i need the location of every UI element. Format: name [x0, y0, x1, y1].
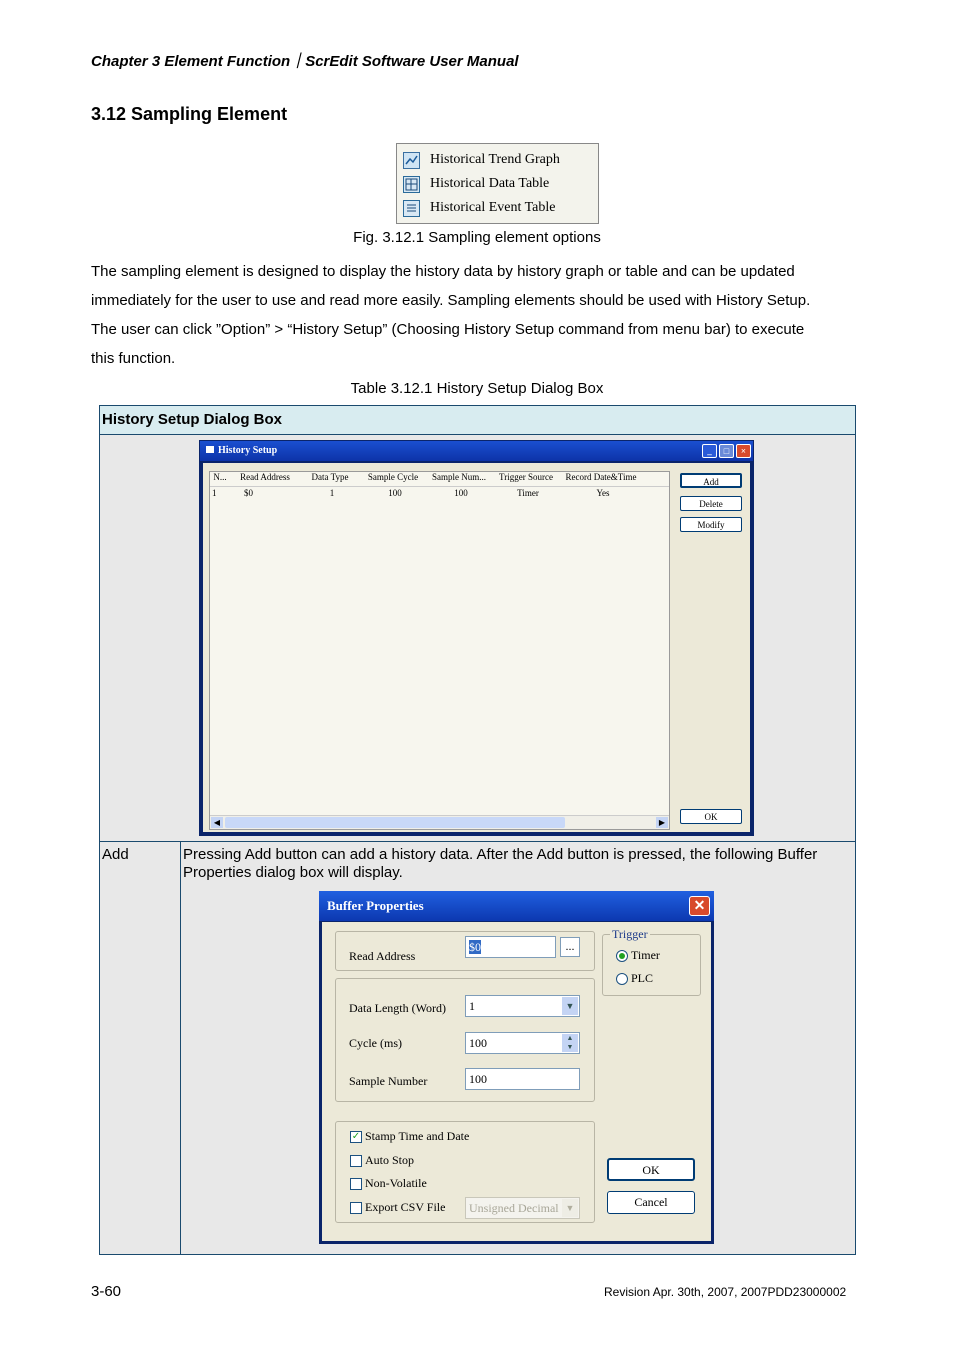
history-list-header — [210, 472, 669, 487]
table-row[interactable]: 1 $0 1 100 100 Timer Yes — [212, 488, 610, 498]
plc-label: PLC — [631, 971, 654, 985]
history-setup-titlebar: History Setup _ □ × — [200, 441, 753, 461]
column-header[interactable]: Record Date&Time — [565, 472, 637, 482]
spin-icon[interactable]: ▲ ▼ — [562, 1034, 578, 1052]
auto-stop-label: Auto Stop — [365, 1153, 415, 1167]
add-button[interactable]: Add — [680, 473, 742, 488]
trigger-group — [602, 934, 701, 996]
chevron-down-icon[interactable]: ▼ — [562, 997, 578, 1015]
column-header[interactable]: Data Type — [311, 472, 349, 482]
section-title: 3.12 Sampling Element — [91, 104, 288, 124]
browse-button[interactable]: ... — [560, 937, 580, 957]
buffer-properties-client — [322, 922, 711, 1241]
column-header[interactable]: Trigger Source — [499, 472, 553, 482]
column-header[interactable]: Sample Num... — [432, 472, 486, 482]
timer-radio[interactable] — [616, 950, 628, 962]
chevron-down-icon[interactable]: ▼ — [562, 1199, 578, 1217]
stamp-time-checkbox[interactable]: ✓ — [351, 1131, 361, 1142]
buffer-properties-titlebar: Buffer Properties ✕ — [319, 891, 714, 921]
minimize-icon[interactable]: _ — [702, 444, 717, 458]
stamp-time-label: Stamp Time and Date — [365, 1129, 470, 1143]
sample-number-label: Sample Number — [349, 1074, 428, 1088]
delete-button[interactable]: Delete — [680, 496, 742, 511]
window-icon — [206, 446, 214, 453]
column-header[interactable]: Sample Cycle — [367, 472, 419, 482]
scroll-thumb[interactable] — [225, 817, 565, 828]
cancel-button[interactable]: Cancel — [607, 1191, 695, 1214]
cycle-stepper[interactable]: 100 ▲ ▼ — [465, 1032, 580, 1054]
row-term-add: Add — [100, 842, 181, 1255]
data-length-label: Data Length (Word) — [349, 1001, 446, 1015]
table-header: History Setup Dialog Box — [100, 406, 856, 435]
data-length-select[interactable]: 1 ▼ — [465, 995, 580, 1017]
timer-label: Timer — [631, 948, 660, 962]
page-number: 3-60 — [91, 1283, 122, 1300]
row-description-add: Pressing Add button can add a history data. After the Add button is pressed, the following Buffer Properties dialog box will display. — [181, 842, 856, 1255]
read-address-label: Read Address — [349, 949, 416, 963]
trend-graph-icon — [403, 152, 420, 169]
table-caption: Table 3.12.1 History Setup Dialog Box — [350, 380, 604, 397]
buffer-properties-window — [319, 891, 714, 1244]
export-csv-checkbox[interactable] — [350, 1202, 362, 1214]
cycle-label: Cycle (ms) — [349, 1036, 402, 1050]
column-header[interactable]: Read Address — [240, 472, 290, 482]
revision-info: Revision Apr. 30th, 2007, 2007PDD23000002 — [604, 1285, 847, 1299]
plc-radio[interactable] — [616, 973, 628, 985]
export-csv-label: Export CSV File — [365, 1200, 446, 1214]
figure-caption: Fig. 3.12.1 Sampling element options — [353, 229, 601, 246]
body-paragraph: The sampling element is designed to display the history data by history graph or table and can be updated immediately for the user to use and read more easily. Sampling elements should be used with History Setup. The user can click ”Option” > “History Setup” (Choosing History Setup command from menu bar) to execute this function. — [91, 263, 811, 367]
scroll-left-icon[interactable]: ◀ — [211, 817, 223, 828]
non-volatile-label: Non-Volatile — [365, 1176, 427, 1190]
history-setup-client — [203, 463, 750, 832]
event-table-icon — [403, 200, 420, 217]
sample-number-input[interactable]: 100 — [465, 1068, 580, 1090]
menu-item-event-table[interactable]: Historical Event Table — [403, 196, 556, 220]
auto-stop-checkbox[interactable] — [350, 1155, 362, 1167]
horizontal-scrollbar[interactable] — [210, 815, 669, 829]
history-setup-window — [199, 440, 754, 836]
modify-button[interactable]: Modify — [680, 517, 742, 532]
scroll-right-icon[interactable]: ▶ — [656, 817, 668, 828]
close-icon[interactable]: × — [736, 444, 751, 458]
maximize-icon[interactable]: □ — [719, 444, 734, 458]
page-header: Chapter 3 Element Function｜ScrEdit Software User Manual — [91, 53, 519, 70]
data-table-icon — [403, 176, 420, 193]
sampling-element-menu — [396, 143, 599, 224]
menu-item-trend-graph[interactable]: Historical Trend Graph — [403, 148, 560, 172]
non-volatile-checkbox[interactable] — [350, 1178, 362, 1190]
ok-button[interactable]: OK — [680, 809, 742, 824]
history-list[interactable] — [209, 471, 670, 830]
menu-item-data-table[interactable]: Historical Data Table — [403, 172, 549, 196]
export-format-select[interactable]: Unsigned Decimal ▼ — [465, 1197, 580, 1219]
ok-button[interactable]: OK — [607, 1158, 695, 1181]
column-header[interactable]: N... — [213, 472, 227, 482]
read-address-input[interactable]: $0 — [465, 936, 556, 958]
close-icon[interactable]: ✕ — [689, 896, 710, 916]
trigger-label: Trigger — [612, 927, 648, 941]
